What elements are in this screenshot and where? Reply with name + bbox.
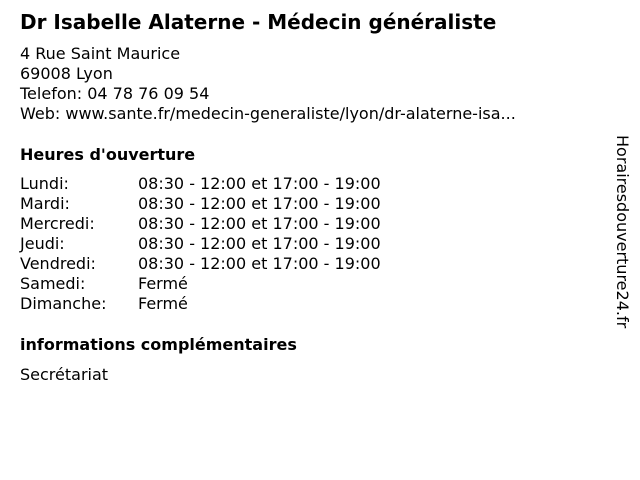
additional-info-text: Secrétariat — [20, 365, 109, 384]
day-label: Samedi: — [20, 274, 86, 293]
day-label: Mardi: — [20, 194, 70, 213]
day-label: Dimanche: — [20, 294, 107, 313]
day-hours: 08:30 - 12:00 et 17:00 - 19:00 — [138, 174, 381, 193]
hours-row-thursday — [20, 234, 480, 254]
phone-line: Telefon: 04 78 76 09 54 — [20, 84, 210, 103]
day-hours: 08:30 - 12:00 et 17:00 - 19:00 — [138, 214, 381, 233]
address-street: 4 Rue Saint Maurice — [20, 44, 181, 63]
additional-info-heading: informations complémentaires — [20, 335, 297, 354]
day-hours: 08:30 - 12:00 et 17:00 - 19:00 — [138, 194, 381, 213]
hours-row-sunday — [20, 294, 480, 314]
day-label: Vendredi: — [20, 254, 96, 273]
hours-row-friday — [20, 254, 480, 274]
day-label: Jeudi: — [20, 234, 65, 253]
page-title: Dr Isabelle Alaterne - Médecin généraliste — [20, 10, 497, 34]
address-city: 69008 Lyon — [20, 64, 113, 83]
website-line: Web: www.sante.fr/medecin-generaliste/lyon/dr-alaterne-isa... — [20, 104, 516, 123]
hours-row-tuesday — [20, 194, 480, 214]
day-label: Mercredi: — [20, 214, 95, 233]
day-hours: 08:30 - 12:00 et 17:00 - 19:00 — [138, 234, 381, 253]
brand-watermark: Horairesdouverture24.fr — [613, 135, 632, 329]
hours-row-monday — [20, 174, 480, 194]
day-label: Lundi: — [20, 174, 69, 193]
day-hours: 08:30 - 12:00 et 17:00 - 19:00 — [138, 254, 381, 273]
day-hours: Fermé — [138, 294, 188, 313]
day-hours: Fermé — [138, 274, 188, 293]
hours-row-saturday — [20, 274, 480, 294]
opening-hours-heading: Heures d'ouverture — [20, 145, 196, 164]
hours-row-wednesday — [20, 214, 480, 234]
